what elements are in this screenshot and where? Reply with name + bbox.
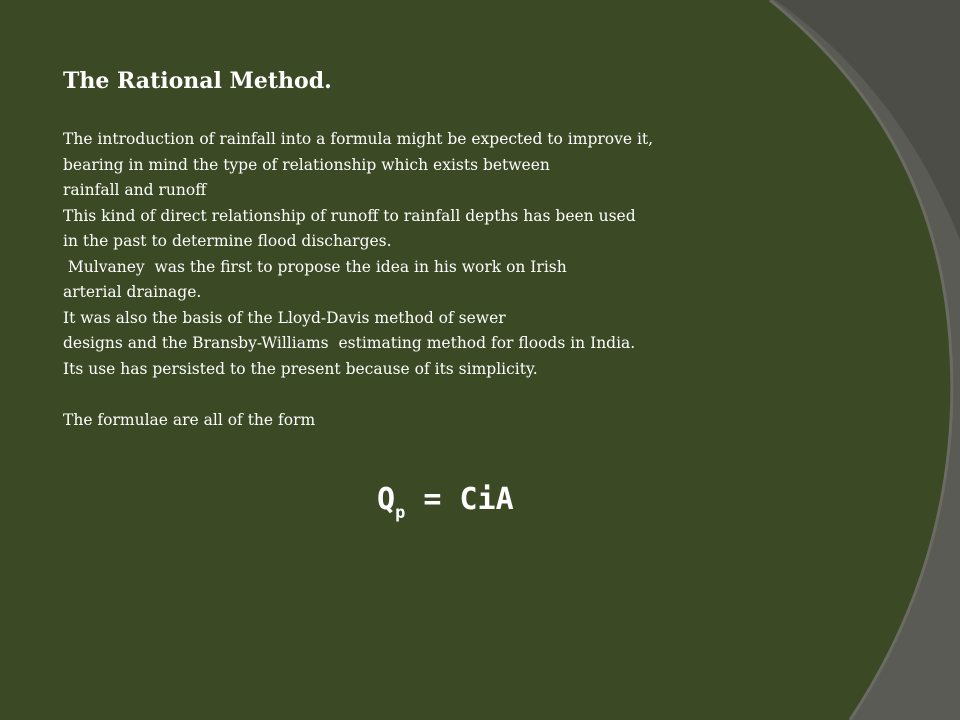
body-line: designs and the Bransby-Williams estimating method for floods in India. bbox=[63, 334, 636, 352]
paragraph-gap bbox=[63, 382, 863, 408]
body-line: arterial drainage. bbox=[63, 283, 202, 301]
body-line: This kind of direct relationship of runoff to rainfall depths has been used bbox=[63, 206, 636, 225]
formula-lhs: Q bbox=[377, 482, 396, 517]
body-line: The introduction of rainfall into a formula might be expected to improve it, bbox=[63, 130, 654, 148]
slide-title: The Rational Method. bbox=[63, 68, 332, 94]
rational-formula bbox=[377, 482, 514, 523]
body-line: It was also the basis of the Lloyd-Davis method of sewer bbox=[63, 308, 506, 327]
body-line: Its use has persisted to the present because of its simplicity. bbox=[63, 359, 538, 378]
form-line: The formulae are all of the form bbox=[63, 410, 316, 429]
slide-body bbox=[63, 127, 863, 433]
body-line: in the past to determine flood discharges. bbox=[63, 232, 392, 250]
formula-rhs: = CiA bbox=[405, 482, 514, 517]
formula-subscript: p bbox=[395, 503, 406, 523]
body-line: bearing in mind the type of relationship which exists between bbox=[63, 155, 550, 174]
body-line: Mulvaney was the first to propose the idea in his work on Irish bbox=[63, 257, 567, 276]
body-line: rainfall and runoff bbox=[63, 181, 207, 199]
